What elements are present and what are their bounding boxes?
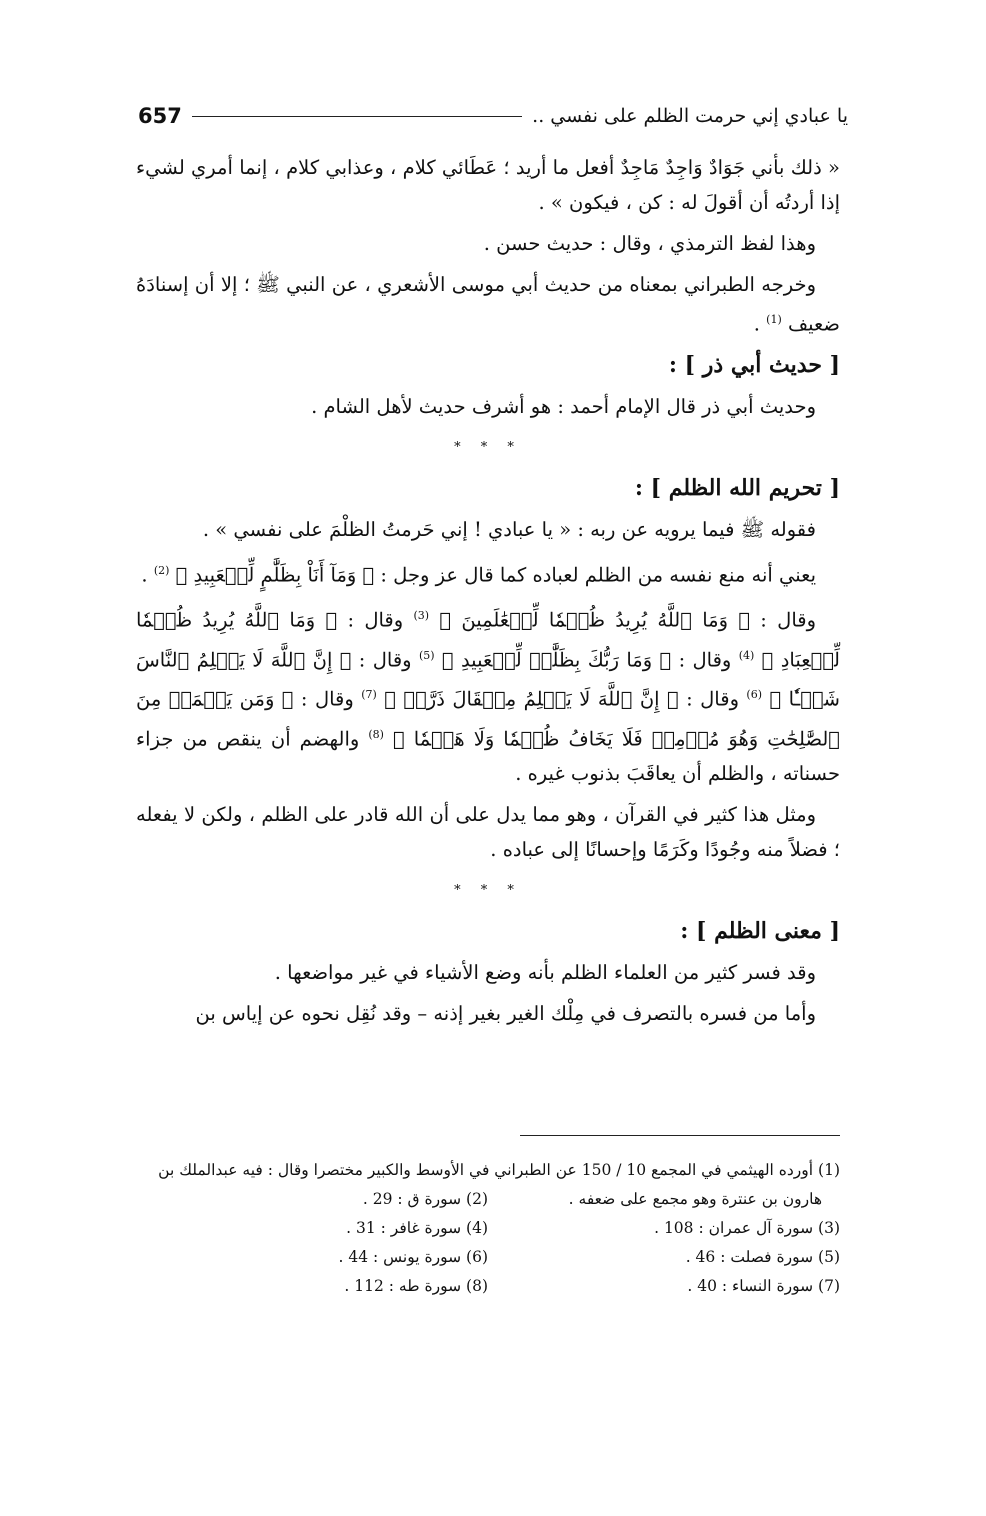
footnote-ref: (1)	[766, 313, 782, 326]
section-heading: [ تحريم الله الظلم ] :	[634, 474, 840, 501]
paragraph: وحديث أبي ذر قال الإمام أحمد : هو أشرف حديث لأهل الشام .	[311, 394, 816, 418]
paragraph-text: وقال : ﴿ وَمَا رَبُّكَ بِظَلَّٰمٖ لِّلۡعَبِيدِ ﴾	[441, 648, 739, 671]
section-separator: * * *	[454, 883, 522, 898]
footnote-ref: (2)	[153, 563, 170, 577]
paragraph: وهذا لفظ الترمذي ، وقال : حديث حسن .	[483, 232, 816, 255]
paragraph-text: والهضم أن ينقص من جزاء حسناته ، والظلم أن يعاقَبَ بذنوب غيره .	[136, 727, 840, 785]
paragraph-text: .	[141, 563, 154, 586]
paragraph	[136, 553, 840, 593]
paragraph-text: .	[753, 312, 767, 336]
main-text	[136, 150, 840, 1037]
footnote: (2) سورة ق : 29 .	[362, 1190, 488, 1208]
paragraph: ومثل هذا كثير في القرآن ، وهو مما يدل على أن الله قادر على الظلم ، ولكن لا يفعله ؛ فضلاً منه وجُودًا وكَرَمًا وإحسانًا إلى عباده .	[136, 803, 840, 861]
footnote: (6) سورة يونس : 44 .	[338, 1248, 488, 1266]
footnote: (8) سورة طه : 112 .	[344, 1277, 488, 1295]
running-title: يا عبادي إني حرمت الظلم على نفسي ..	[532, 105, 848, 127]
page-number: 657	[138, 104, 182, 128]
paragraph: « ذلك بأني جَوَادٌ وَاجِدٌ مَاجِدٌ أفعل ما أريد ؛ عَطَائي كلام ، وعذابي كلام ، إنما أمري لشيء إذا أردتُه أن أقولَ له : كن ، فيكون » .	[136, 156, 840, 214]
footnote: (1) أورده الهيثمي في المجمع 10 / 150 عن الطبراني في الأوسط والكبير مختصرا وقال : فيه عبدالملك بن	[158, 1161, 840, 1179]
footnote: (4) سورة غافر : 31 .	[346, 1219, 488, 1237]
footnote-ref: (6)	[746, 688, 763, 701]
paragraph: فقوله ﷺ فيما يرويه عن ربه : « يا عبادي ! إني حَرمتُ الظلْمَ على نفسي » .	[202, 517, 816, 541]
paragraph-text: وخرجه الطبراني بمعناه من حديث أبي موسى الأشعري ، عن النبي ﷺ ؛ إلا أن إسنادَهُ ضعيف	[136, 273, 840, 336]
footnote-ref: (3)	[413, 609, 430, 622]
footnote-ref: (8)	[368, 727, 384, 741]
footnotes	[136, 1156, 840, 1301]
paragraph-text: وقال : ﴿ وَمَا ٱللَّهُ يُرِيدُ ظُلۡمٗا لِّلۡعِبَادِ ﴾	[136, 608, 840, 671]
paragraph-text: وقال : ﴿ إِنَّ ٱللَّهَ لَا يَظۡلِمُ ٱلنَّاسَ شَيۡـٔٗا ﴾	[136, 648, 840, 711]
footnote-continuation: هارون بن عنترة وهو مجمع على ضعفه .	[568, 1190, 822, 1208]
paragraph	[136, 267, 840, 342]
footnote: (7) سورة النساء : 40 .	[687, 1277, 840, 1295]
paragraph-text: وقال : ﴿ وَمَن يَعۡمَلۡ مِنَ ٱلصَّٰلِحَٰتِ وَهُوَ مُؤۡمِنٞ فَلَا يَخَافُ ظُلۡمٗا وَلَا هَضۡمٗا ﴾	[136, 687, 840, 750]
paragraph: وأما من فسره بالتصرف في مِلْك الغير بغير إذنه – وقد نُقِل نحوه عن إياس بن	[195, 1002, 816, 1025]
header-rule	[192, 116, 522, 117]
footnote-rule	[520, 1135, 840, 1136]
page-header	[138, 100, 848, 132]
section-heading: [ حديث أبي ذر ] :	[668, 351, 840, 378]
footnote-ref: (5)	[418, 648, 435, 662]
section-separator: * * *	[454, 439, 522, 455]
paragraph-text: يعني أنه منع نفسه من الظلم لعباده كما قال عز وجل : ﴿ وَمَآ أَنَاْ بِظَلَّٰمٍ لِّلۡعَبِيدِ ﴾	[175, 563, 816, 586]
footnote-ref: (4)	[738, 648, 755, 662]
paragraph	[136, 598, 840, 791]
footnote: (5) سورة فصلت : 46 .	[685, 1248, 840, 1266]
footnote: (3) سورة آل عمران : 108 .	[654, 1219, 840, 1237]
paragraph-text: وقال : ﴿ إِنَّ ٱللَّهَ لَا يَظۡلِمُ مِثۡقَالَ ذَرَّةٖ ﴾	[384, 687, 747, 711]
paragraph-text: وقال : ﴿ وَمَا ٱللَّهُ يُرِيدُ ظُلۡمٗا لِّلۡعَٰلَمِينَ ﴾	[439, 608, 817, 632]
footnote-grid	[136, 1185, 840, 1301]
section-heading: [ معنى الظلم ] :	[680, 918, 840, 944]
footnote-ref: (7)	[361, 688, 377, 701]
paragraph: وقد فسر كثير من العلماء الظلم بأنه وضع الأشياء في غير مواضعها .	[274, 961, 816, 984]
